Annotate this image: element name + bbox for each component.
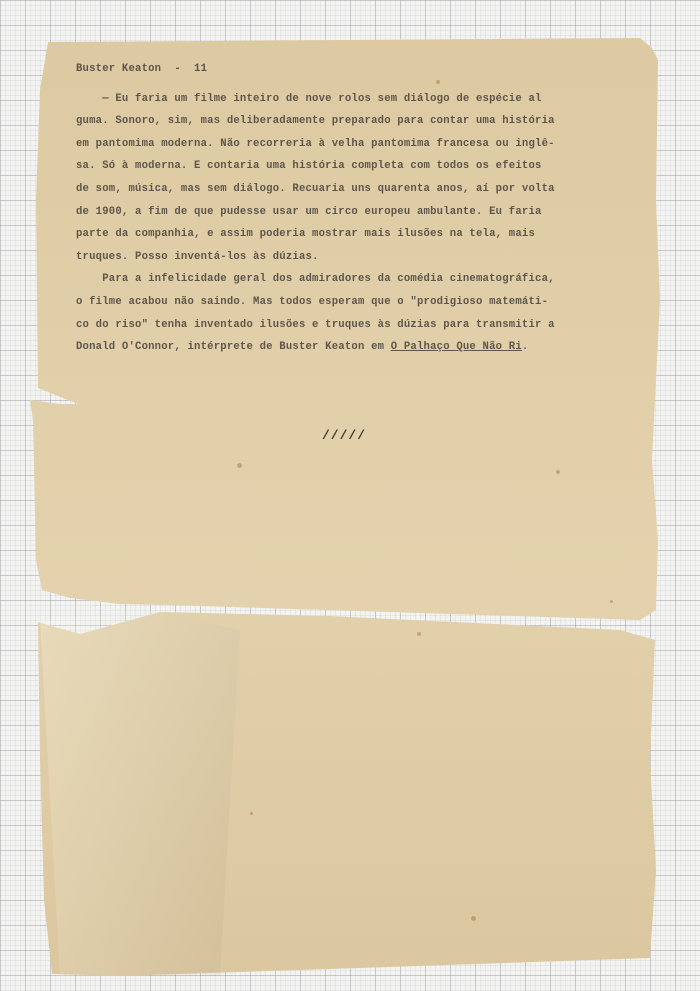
film-title: O Palhaço Que Não Ri [390, 341, 522, 354]
text-line-last [76, 336, 606, 359]
paper-fold [40, 610, 240, 976]
text-line: guma. Sonoro, sim, mas deliberadamente preparado para contar uma história [76, 115, 555, 128]
stain-spot [610, 600, 613, 603]
text-line: sa. Só à moderna. E contaria uma história completa com todos os efeitos [76, 160, 542, 173]
typewritten-text [76, 58, 606, 359]
text-line: truques. Posso inventá-los às dúzias. [76, 250, 319, 263]
text-line: Para a infelicidade geral dos admiradores da comédia cinematográfica, [76, 273, 555, 286]
last-line-suffix: . [521, 341, 529, 354]
stain-spot [471, 916, 476, 921]
stain-spot [417, 632, 421, 636]
text-line: parte da companhia, e assim poderia mostrar mais ilusões na tela, mais [76, 228, 536, 241]
page-header: Buster Keaton - 11 [76, 63, 208, 75]
text-line: — Eu faria um filme inteiro de nove rolos sem diálogo de espécie al [76, 92, 542, 105]
stain-spot [237, 463, 242, 468]
stain-spot [250, 812, 253, 815]
text-line: o filme acabou não saindo. Mas todos esperam que o "prodigioso matemáti- [76, 295, 549, 308]
end-mark: ///// [322, 428, 367, 443]
text-line: em pantomima moderna. Não recorreria à velha pantomima francesa ou inglê- [76, 137, 555, 150]
last-line-prefix: Donald O'Connor, intérprete de Buster Keaton em [76, 341, 391, 354]
text-line: de som, música, mas sem diálogo. Recuaria uns quarenta anos, aí por volta [76, 182, 555, 195]
stain-spot [556, 470, 560, 474]
text-line: co do riso" tenha inventado ilusões e truques às dúzias para transmitir a [76, 318, 555, 331]
text-line: de 1900, a fim de que pudesse usar um circo europeu ambulante. Eu faria [76, 205, 542, 218]
